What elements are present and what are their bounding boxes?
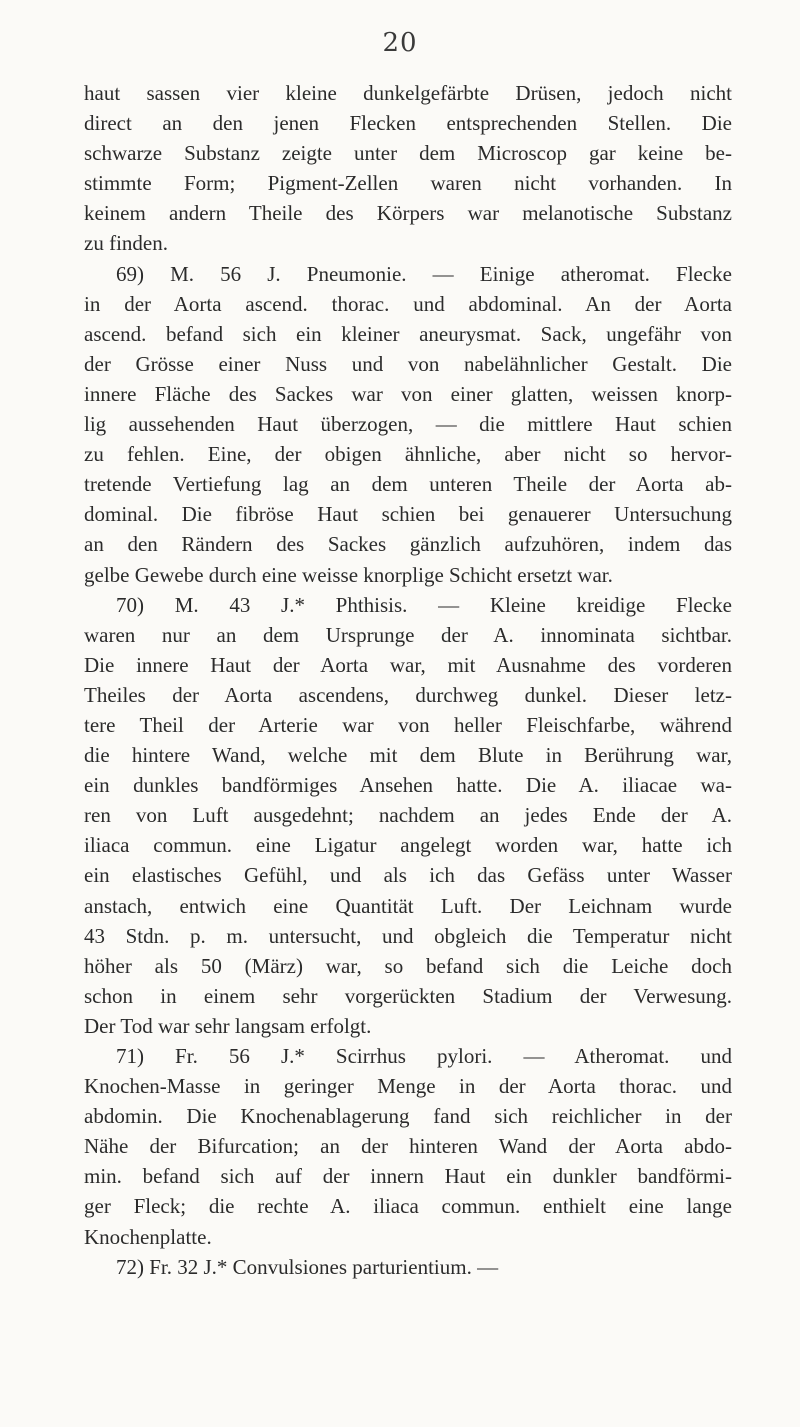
text-line: in der Aorta ascend. thorac. und abdominal. An der Aorta: [84, 291, 732, 316]
text-line: waren nur an dem Ursprunge der A. innominata sichtbar.: [84, 622, 732, 647]
text-line: stimmte Form; Pigment-Zellen waren nicht vorhanden. In: [84, 171, 732, 196]
text-line: ascend. befand sich ein kleiner aneurysmat. Sack, ungefähr von: [84, 321, 732, 346]
text-line: Nähe der Bifurcation; an der hinteren Wand der Aorta abdo-: [84, 1134, 732, 1159]
text-line: die hintere Wand, welche mit dem Blute in Berührung war,: [84, 743, 732, 768]
text-line: Die innere Haut der Aorta war, mit Ausnahme des vorderen: [84, 652, 732, 677]
text-line: Theiles der Aorta ascendens, durchweg dunkel. Dieser letz-: [84, 682, 732, 707]
text-line: lig aussehenden Haut überzogen, — die mittlere Haut schien: [84, 412, 732, 437]
text-line: Knochen-Masse in geringer Menge in der Aorta thorac. und: [84, 1074, 732, 1099]
text-line: dominal. Die fibröse Haut schien bei genauerer Untersuchung: [84, 502, 732, 527]
text-line: 71) Fr. 56 J.* Scirrhus pylori. — Atheromat. und: [116, 1044, 732, 1068]
page-number: 20: [382, 28, 418, 58]
text-line: 70) M. 43 J.* Phthisis. — Kleine kreidige Flecke: [116, 592, 732, 617]
text-line: höher als 50 (März) war, so befand sich die Leiche doch: [84, 953, 732, 978]
text-line: schwarze Substanz zeigte unter dem Microscop gar keine be-: [84, 141, 732, 166]
text-line: abdomin. Die Knochenablagerung fand sich reichlicher in der: [84, 1104, 732, 1129]
text-line: innere Fläche des Sackes war von einer glatten, weissen knorp-: [84, 381, 732, 406]
text-line: keinem andern Theile des Körpers war melanotische Substanz: [84, 201, 732, 226]
text-line: gelbe Gewebe durch eine weisse knorplige Schicht ersetzt war.: [84, 562, 613, 587]
text-line: min. befand sich auf der innern Haut ein dunkler bandförmi-: [84, 1164, 732, 1189]
text-line: tretende Vertiefung lag an dem unteren Theile der Aorta ab-: [84, 472, 732, 497]
text-line: Knochenplatte.: [84, 1224, 212, 1249]
text-line: zu finden.: [84, 231, 168, 256]
text-line: schon in einem sehr vorgerückten Stadium der Verwesung.: [84, 983, 732, 1008]
text-line: der Grösse einer Nuss und von nabelähnlicher Gestalt. Die: [84, 351, 732, 376]
text-line: direct an den jenen Flecken entsprechenden Stellen. Die: [84, 111, 732, 136]
text-line: anstach, entwich eine Quantität Luft. Der Leichnam wurde: [84, 893, 732, 918]
text-line: ein elastisches Gefühl, und als ich das Gefäss unter Wasser: [84, 863, 732, 888]
text-line: iliaca commun. eine Ligatur angelegt worden war, hatte ich: [84, 833, 732, 858]
text-line: 43 Stdn. p. m. untersucht, und obgleich die Temperatur nicht: [84, 923, 732, 948]
text-line: ein dunkles bandförmiges Ansehen hatte. Die A. iliacae wa-: [84, 773, 732, 798]
text-line: haut sassen vier kleine dunkelgefärbte Drüsen, jedoch nicht: [84, 81, 732, 105]
text-line: ger Fleck; die rechte A. iliaca commun. enthielt eine lange: [84, 1194, 732, 1219]
text-line: zu fehlen. Eine, der obigen ähnliche, aber nicht so hervor-: [84, 442, 732, 467]
text-line: 72) Fr. 32 J.* Convulsiones parturientium. —: [116, 1254, 499, 1279]
text-line: tere Theil der Arterie war von heller Fleischfarbe, während: [84, 712, 732, 737]
text-line: Der Tod war sehr langsam erfolgt.: [84, 1013, 372, 1038]
text-line: ren von Luft ausgedehnt; nachdem an jedes Ende der A.: [84, 803, 732, 828]
text-line: an den Rändern des Sackes gänzlich aufzuhören, indem das: [84, 532, 732, 557]
text-line: 69) M. 56 J. Pneumonie. — Einige atheromat. Flecke: [116, 261, 732, 286]
body-text: [84, 78, 732, 1282]
